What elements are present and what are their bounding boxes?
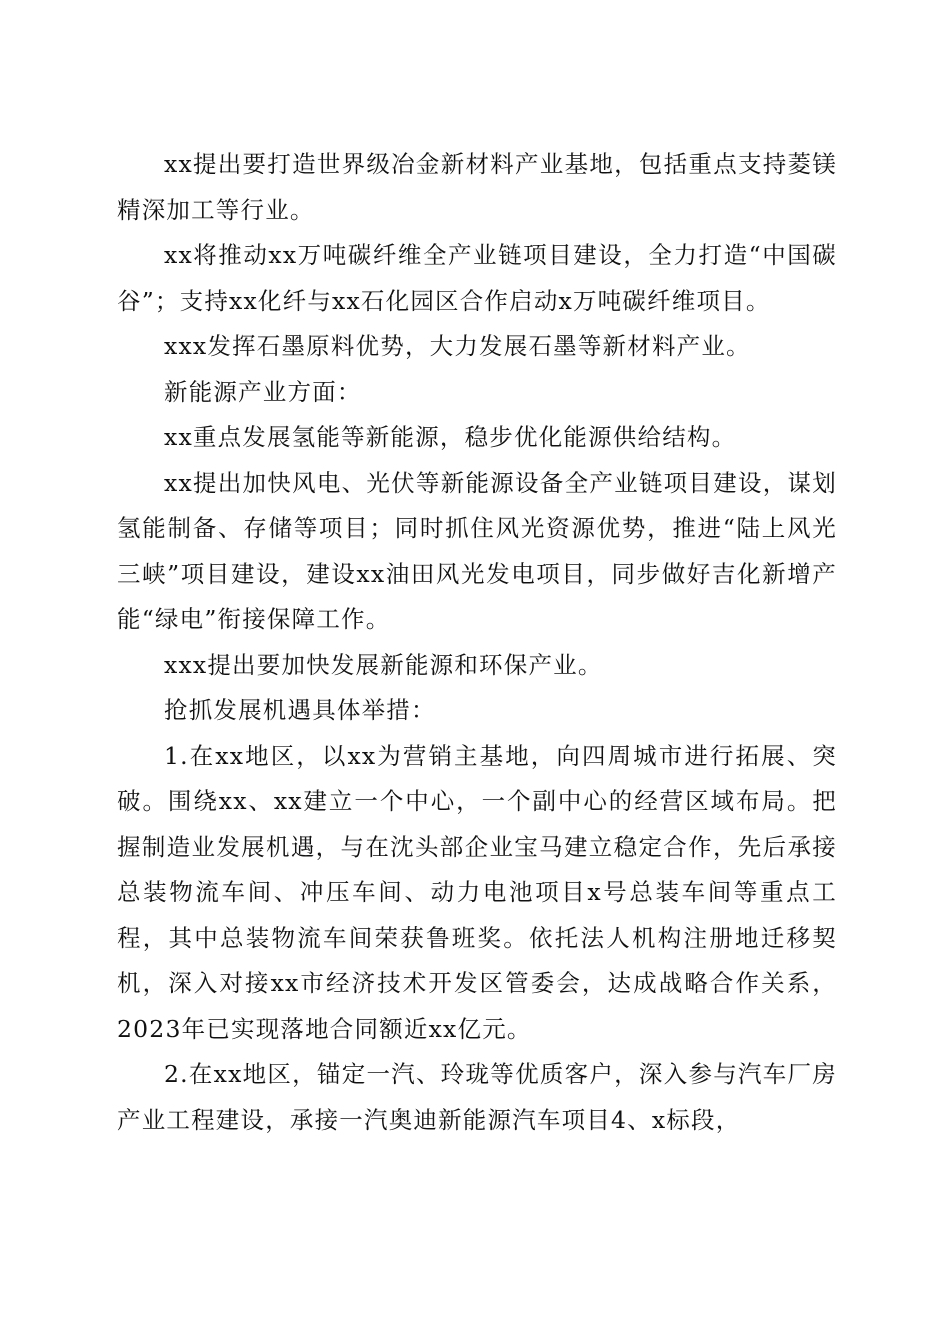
- paragraph-wind-solar: xx提出加快风电、光伏等新能源设备全产业链项目建设，谋划氢能制备、存储等项目；同时抓住风光资源优势，推进“陆上风光三峡”项目建设，建设xx油田风光发电项目，同步做好吉化新增产能“绿电”衔接保障工作。: [117, 468, 837, 633]
- section-heading-new-energy: 新能源产业方面：: [164, 377, 362, 406]
- paragraph-environmental: xxx提出要加快发展新能源和环保产业。: [164, 650, 603, 679]
- document-body: [117, 142, 837, 1143]
- list-item-measure-2: 2.在xx地区，锚定一汽、玲珑等优质客户，深入参与汽车厂房产业工程建设，承接一汽奥迪新能源汽车项目4、x标段，: [117, 1060, 837, 1134]
- paragraph-metallurgy-materials: xx提出要打造世界级冶金新材料产业基地，包括重点支持菱镁精深加工等行业。: [117, 150, 837, 224]
- section-heading-measures: 抢抓发展机遇具体举措：: [164, 696, 436, 724]
- paragraph-carbon-fiber: xx将推动xx万吨碳纤维全产业链项目建设，全力打造“中国碳谷”；支持xx化纤与xx石化园区合作启动x万吨碳纤维项目。: [117, 241, 837, 315]
- paragraph-graphite: xxx发挥石墨原料优势，大力发展石墨等新材料产业。: [164, 332, 751, 360]
- paragraph-hydrogen: xx重点发展氢能等新能源，稳步优化能源供给结构。: [164, 423, 737, 451]
- list-item-measure-1: 1.在xx地区，以xx为营销主基地，向四周城市进行拓展、突破。围绕xx、xx建立一个中心，一个副中心的经营区域布局。把握制造业发展机遇，与在沈头部企业宝马建立稳定合作，先后承接总装物流车间、冲压车间、动力电池项目x号总装车间等重点工程，其中总装物流车间荣获鲁班奖。依托法人机构注册地迁移契机，深入对接xx市经济技术开发区管委会，达成战略合作关系，2023年已实现落地合同额近xx亿元。: [117, 741, 837, 1043]
